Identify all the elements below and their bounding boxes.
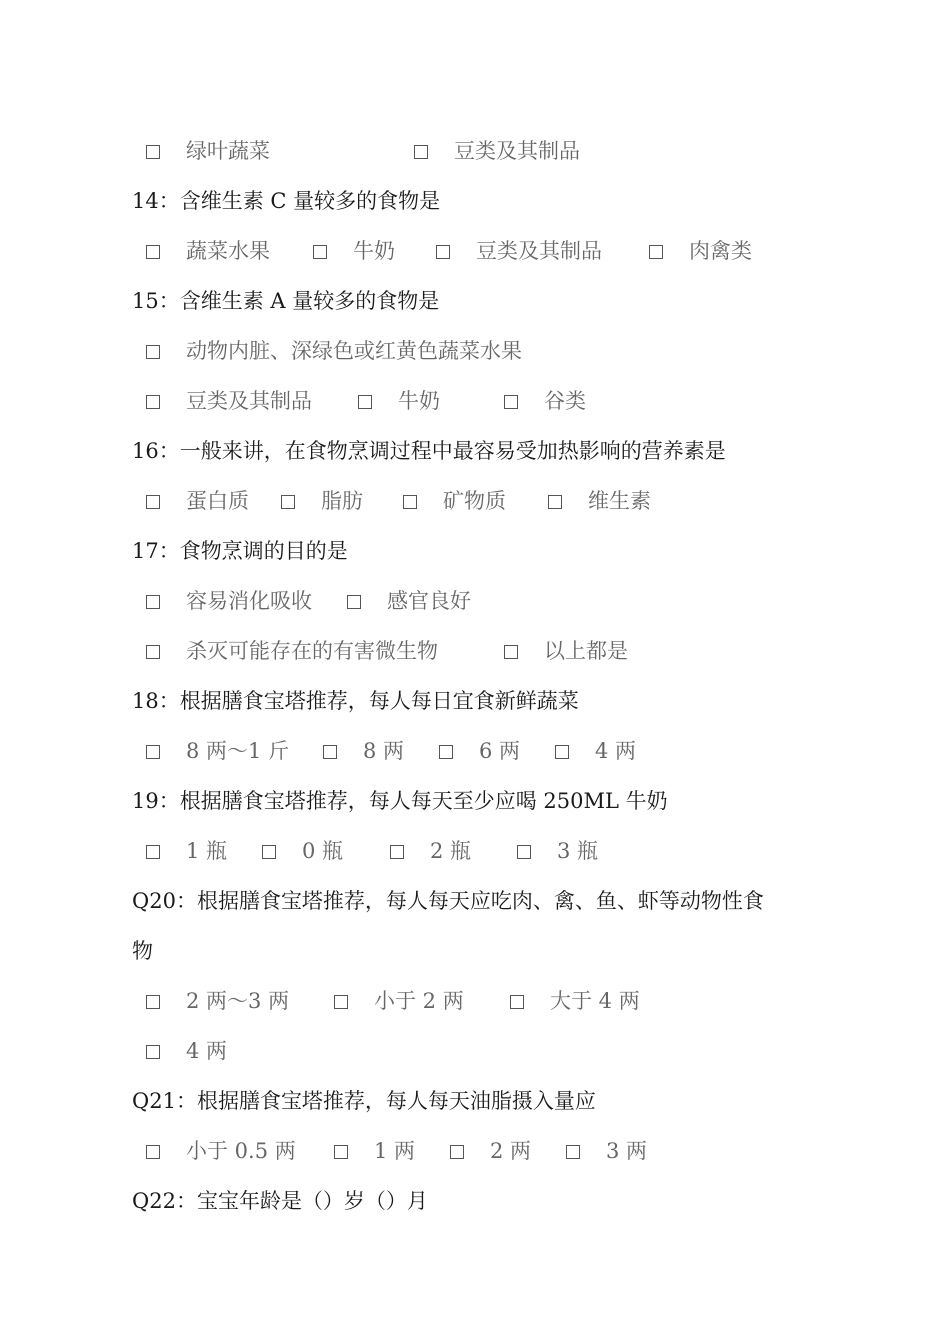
option-label: 维生素 [588,489,651,513]
option-label: 3 两 [606,1139,648,1163]
answer-option[interactable] [439,736,520,766]
answer-option[interactable] [146,486,249,516]
option-label: 6 两 [479,739,521,763]
answer-option[interactable] [566,1136,647,1166]
answer-option[interactable] [146,236,270,266]
checkbox-icon[interactable] [146,845,160,859]
answer-option[interactable] [146,136,270,166]
checkbox-icon[interactable] [146,1045,160,1059]
answer-option[interactable] [146,1136,296,1166]
question-text: 17：食物烹调的目的是 [132,539,348,563]
answer-option[interactable] [504,386,586,416]
checkbox-icon[interactable] [262,845,276,859]
option-label: 2 两 [490,1139,532,1163]
question-text: Q21：根据膳食宝塔推荐，每人每天油脂摄入量应 [132,1089,596,1113]
option-label: 豆类及其制品 [186,389,312,413]
checkbox-icon[interactable] [555,745,569,759]
checkbox-icon[interactable] [334,1145,348,1159]
option-label: 以上都是 [544,639,628,663]
answer-option[interactable] [146,636,438,666]
checkbox-icon[interactable] [414,145,428,159]
answer-option[interactable] [358,386,440,416]
answer-option[interactable] [146,836,227,866]
checkbox-icon[interactable] [334,995,348,1009]
answer-option[interactable] [548,486,651,516]
question-text: Q22：宝宝年龄是（）岁（）月 [132,1189,428,1213]
checkbox-icon[interactable] [146,145,160,159]
checkbox-icon[interactable] [281,495,295,509]
answer-option[interactable] [414,136,580,166]
checkbox-icon[interactable] [347,595,361,609]
option-label: 矿物质 [443,489,506,513]
option-label: 蛋白质 [186,489,249,513]
answer-option[interactable] [510,986,640,1016]
answer-option[interactable] [146,386,312,416]
question-text: 15：含维生素 A 量较多的食物是 [132,289,440,313]
answer-option[interactable] [146,986,289,1016]
answer-option[interactable] [450,1136,531,1166]
checkbox-icon[interactable] [146,495,160,509]
option-label: 8 两～1 斤 [186,739,290,763]
option-label: 8 两 [363,739,405,763]
answer-option[interactable] [649,236,752,266]
answer-option[interactable] [334,986,464,1016]
checkbox-icon[interactable] [146,345,160,359]
option-label: 绿叶蔬菜 [186,139,270,163]
answer-option[interactable] [504,636,628,666]
option-label: 谷类 [544,389,586,413]
checkbox-icon[interactable] [390,845,404,859]
option-label: 蔬菜水果 [186,239,270,263]
checkbox-icon[interactable] [548,495,562,509]
checkbox-icon[interactable] [146,645,160,659]
answer-option[interactable] [262,836,343,866]
option-label: 1 瓶 [186,839,228,863]
option-label: 4 两 [186,1039,228,1063]
question-text: Q20：根据膳食宝塔推荐，每人每天应吃肉、禽、鱼、虾等动物性食 [132,889,764,913]
option-label: 1 两 [374,1139,416,1163]
answer-option[interactable] [403,486,506,516]
checkbox-icon[interactable] [146,745,160,759]
option-label: 2 两～3 两 [186,989,290,1013]
checkbox-icon[interactable] [566,1145,580,1159]
answer-option[interactable] [146,1036,227,1066]
checkbox-icon[interactable] [649,245,663,259]
answer-option[interactable] [281,486,363,516]
checkbox-icon[interactable] [146,1145,160,1159]
checkbox-icon[interactable] [436,245,450,259]
checkbox-icon[interactable] [450,1145,464,1159]
option-label: 动物内脏、深绿色或红黄色蔬菜水果 [186,339,522,363]
answer-option[interactable] [146,336,522,366]
option-label: 感官良好 [387,589,471,613]
checkbox-icon[interactable] [517,845,531,859]
option-label: 肉禽类 [689,239,752,263]
answer-option[interactable] [347,586,471,616]
checkbox-icon[interactable] [146,595,160,609]
question-text: 18：根据膳食宝塔推荐，每人每日宜食新鲜蔬菜 [132,689,579,713]
option-label: 牛奶 [353,239,395,263]
option-label: 2 瓶 [430,839,472,863]
checkbox-icon[interactable] [323,745,337,759]
question-text: 16：一般来讲，在食物烹调过程中最容易受加热影响的营养素是 [132,439,726,463]
question-text: 物 [132,939,153,963]
checkbox-icon[interactable] [146,995,160,1009]
checkbox-icon[interactable] [439,745,453,759]
answer-option[interactable] [313,236,395,266]
option-label: 豆类及其制品 [454,139,580,163]
option-label: 豆类及其制品 [476,239,602,263]
option-label: 3 瓶 [557,839,599,863]
checkbox-icon[interactable] [510,995,524,1009]
option-label: 4 两 [595,739,637,763]
answer-option[interactable] [390,836,471,866]
answer-option[interactable] [334,1136,415,1166]
question-text: 19：根据膳食宝塔推荐，每人每天至少应喝 250ML 牛奶 [132,789,668,813]
checkbox-icon[interactable] [504,645,518,659]
option-label: 牛奶 [398,389,440,413]
option-label: 杀灭可能存在的有害微生物 [186,639,438,663]
question-text: 14：含维生素 C 量较多的食物是 [132,189,441,213]
checkbox-icon[interactable] [146,395,160,409]
option-label: 0 瓶 [302,839,344,863]
checkbox-icon[interactable] [358,395,372,409]
answer-option[interactable] [517,836,598,866]
option-label: 容易消化吸收 [186,589,312,613]
option-label: 脂肪 [321,489,363,513]
answer-option[interactable] [436,236,602,266]
checkbox-icon[interactable] [313,245,327,259]
answer-option[interactable] [323,736,404,766]
option-label: 小于 2 两 [374,989,464,1013]
option-label: 大于 4 两 [550,989,640,1013]
answer-option[interactable] [146,736,289,766]
checkbox-icon[interactable] [504,395,518,409]
answer-option[interactable] [555,736,636,766]
checkbox-icon[interactable] [146,245,160,259]
checkbox-icon[interactable] [403,495,417,509]
option-label: 小于 0.5 两 [186,1139,296,1163]
answer-option[interactable] [146,586,312,616]
